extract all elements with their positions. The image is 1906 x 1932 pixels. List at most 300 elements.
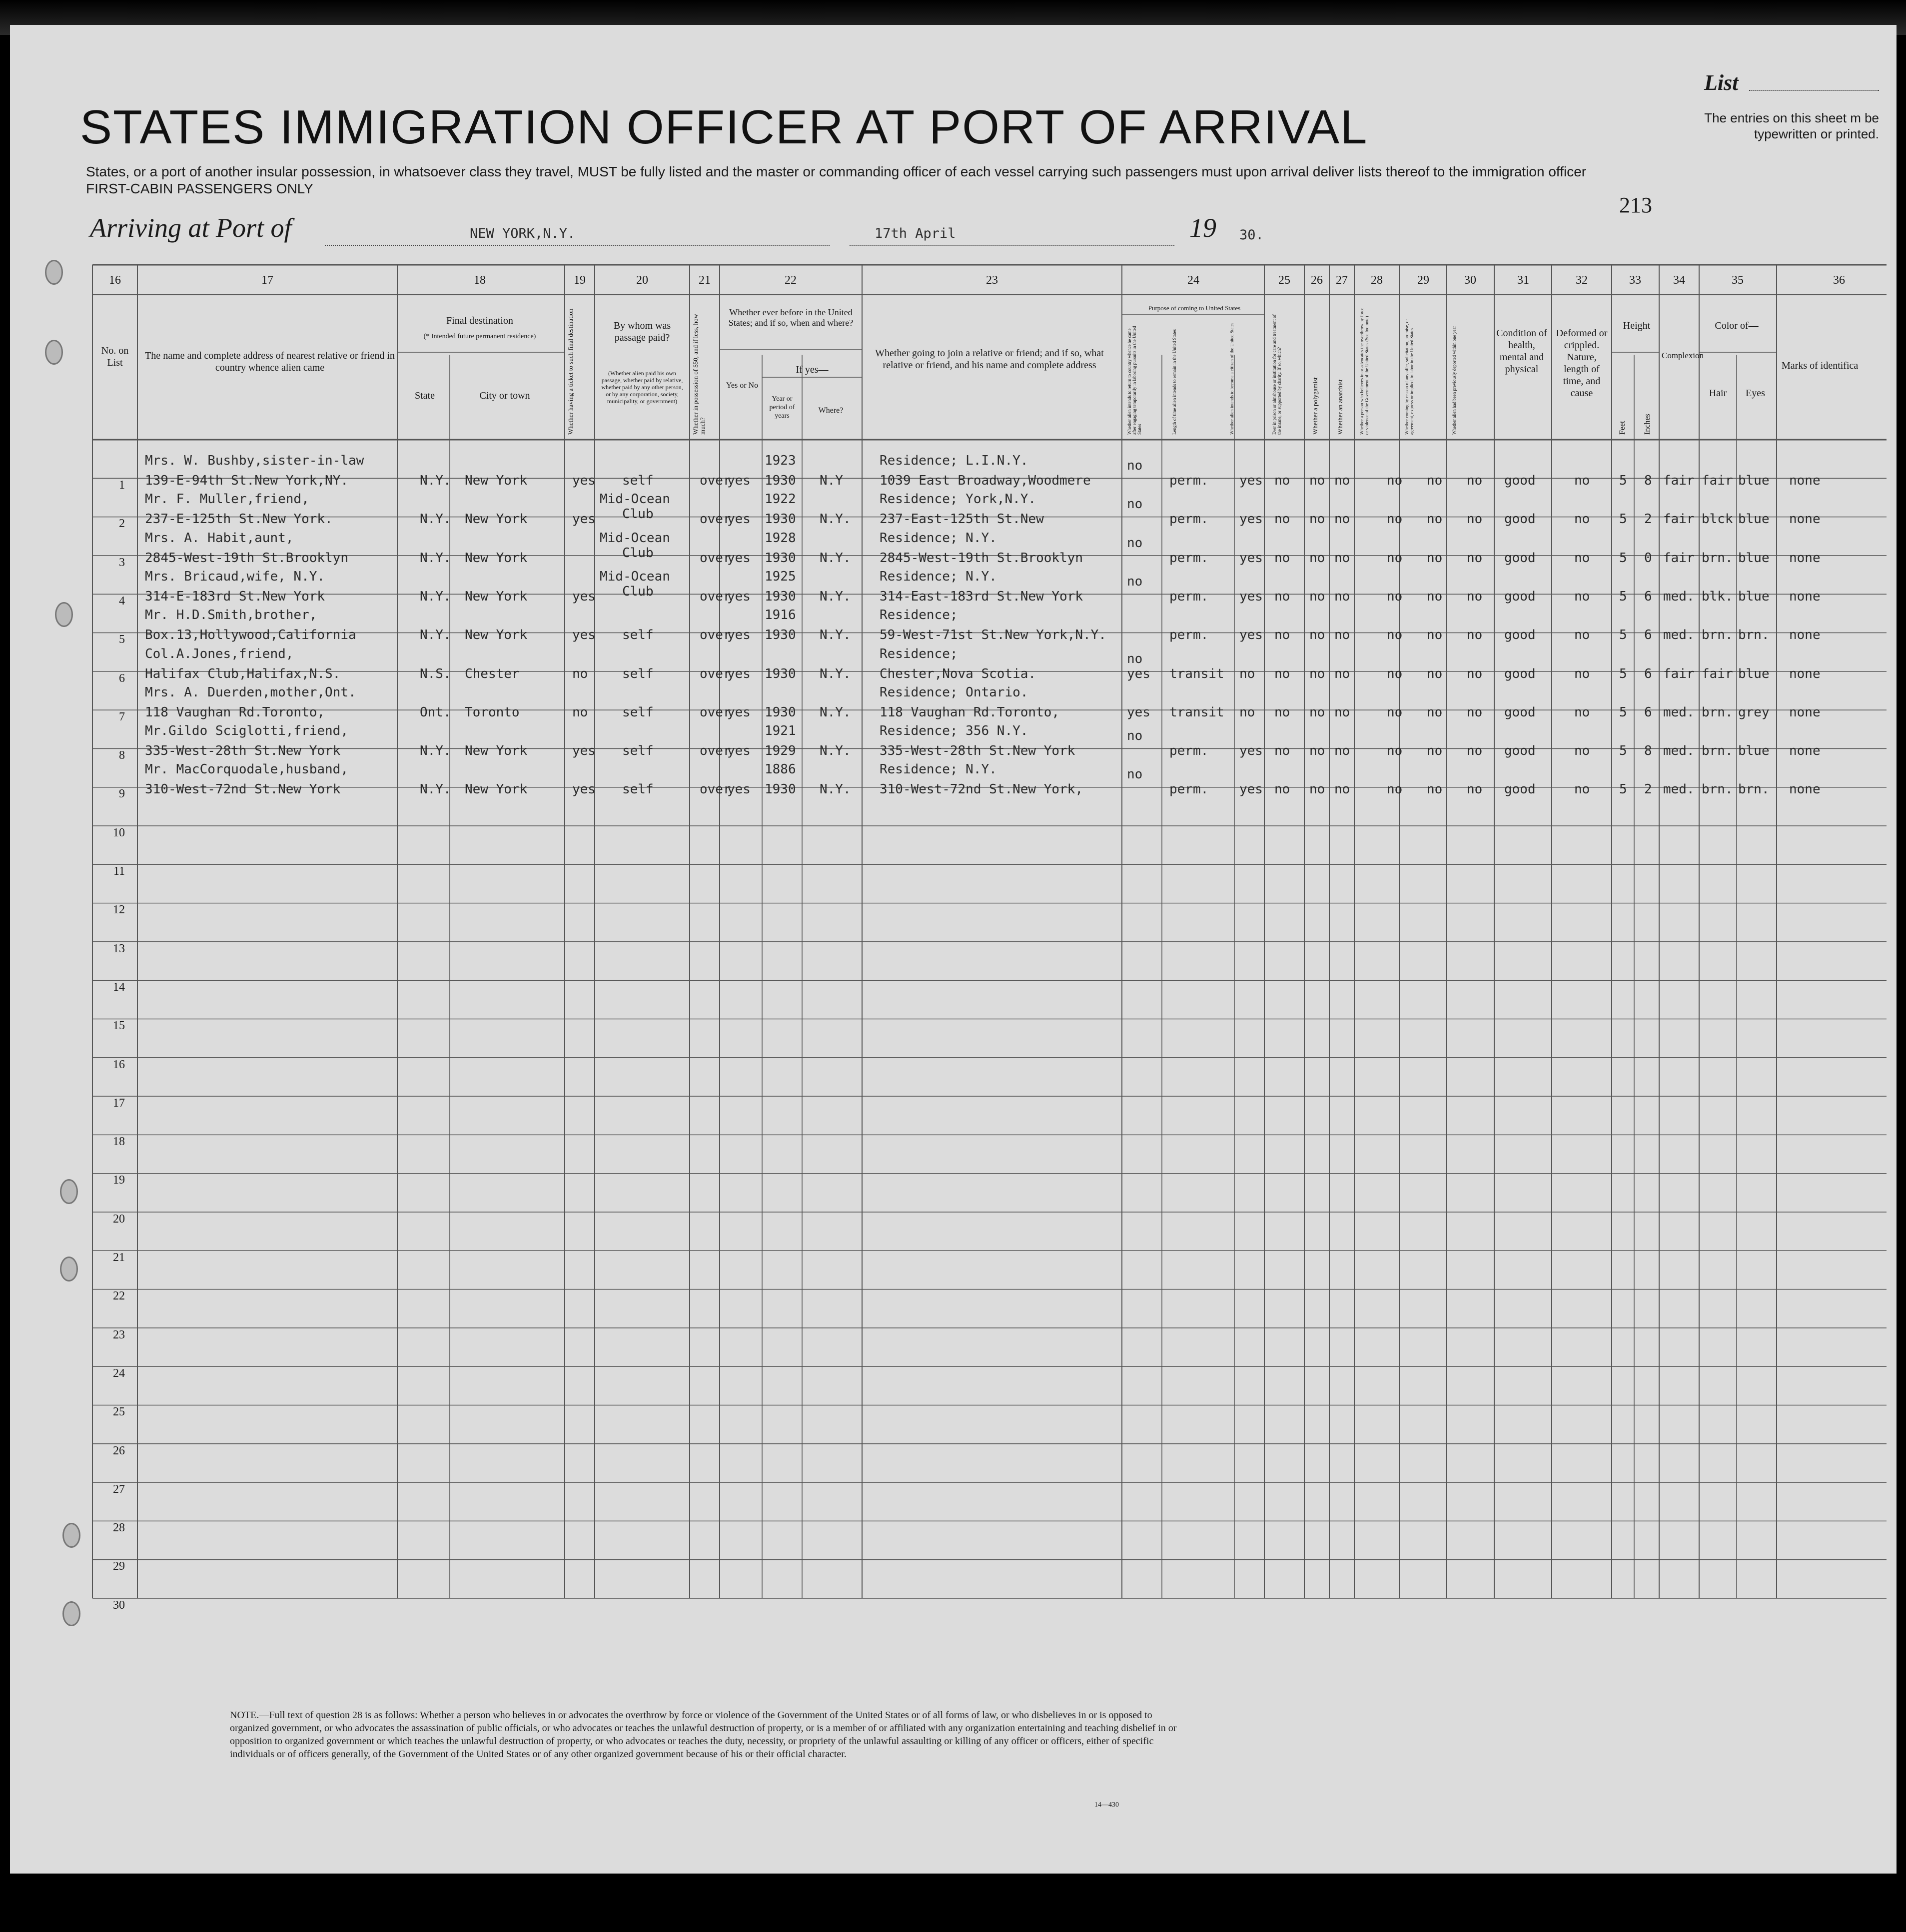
anarchist-value: no [1334,589,1350,604]
relative-name: Mrs. Bricaud,wife, N.Y. [145,569,325,584]
health-value: good [1504,550,1536,566]
money-value: over [700,743,731,759]
port-value: NEW YORK,N.Y. [470,226,576,241]
prison-value: no [1274,666,1290,681]
passage-paid-by: Mid-Ocean [600,530,670,546]
join-line-2: 118 Vaughan Rd.Toronto, [880,704,1060,720]
relative-address: 310-West-72nd St.New York [145,782,341,797]
identification-marks: none [1789,550,1821,566]
row-number: 25 [113,1405,125,1419]
deformed-value: no [1574,666,1590,681]
deformed-value: no [1574,512,1590,527]
hair-color: fair [1702,666,1733,681]
column-number: 23 [986,274,998,287]
deported-value: no [1467,743,1483,759]
column-number: 35 [1732,274,1744,287]
deformed-value: no [1574,743,1590,759]
header-passage-paid: By whom was passage paid? [613,320,671,343]
header-final-destination: Final destination [446,315,513,326]
identification-marks: none [1789,666,1821,681]
column-number: 30 [1464,274,1476,287]
year-first: 1886 [765,762,796,777]
purpose-length: perm. [1169,782,1209,797]
q28-value: no [1387,512,1403,527]
been-before: yes [727,628,751,643]
relative-address: 2845-West-19th St.Brooklyn [145,550,348,566]
cabin-class-line: FIRST-CABIN PASSENGERS ONLY [86,181,313,196]
destination-city: New York [465,628,528,643]
health-value: good [1504,743,1536,759]
header-hair: Hair [1709,388,1727,399]
purpose-citizen: yes [1239,550,1263,566]
been-before: yes [727,512,751,527]
ticket-value: no [572,704,588,720]
been-before: yes [727,782,751,797]
q28-value: no [1387,743,1403,759]
polygamist-value: no [1309,512,1325,527]
join-line-2: 2845-West-19th St.Brooklyn [880,550,1083,566]
column-number: 22 [785,274,797,287]
relative-name: Mr. H.D.Smith,brother, [145,608,317,623]
row-number: 27 [113,1482,125,1496]
health-value: good [1504,704,1536,720]
q28-value: no [1387,704,1403,720]
purpose-return: yes [1127,704,1150,720]
height-feet: 5 [1619,473,1627,488]
header-anarchist: Whether an anarchist [1336,379,1344,435]
hair-color: blck [1702,512,1733,527]
where-value: N.Y. [820,782,851,797]
destination-state: N.Y. [420,589,451,604]
date-value: 17th April [875,226,956,241]
prison-value: no [1274,589,1290,604]
deformed-value: no [1574,704,1590,720]
header-join-relative: Whether going to join a relative or friend; and if so, what relative or friend, and his name and complete address [875,348,1104,371]
row-number: 3 [119,556,125,569]
year-first: 1923 [765,453,796,468]
year-prefix: 19 [1189,213,1216,243]
destination-city: New York [465,743,528,759]
join-line-1: Residence; 356 N.Y. [880,723,1028,739]
passage-paid-by: self [622,473,654,488]
header-no-on-list: No. on List [101,345,129,368]
header-health: Condition of health, mental and physical [1496,328,1547,375]
year-last: 1930 [765,589,796,604]
height-feet: 5 [1619,550,1627,566]
purpose-citizen: yes [1239,628,1263,643]
relative-name: Mr.Gildo Sciglotti,friend, [145,723,348,739]
purpose-citizen: yes [1239,782,1263,797]
column-number: 20 [636,274,648,287]
height-feet: 5 [1619,666,1627,681]
header-marks: Marks of identifica [1782,360,1859,371]
polygamist-value: no [1309,782,1325,797]
column-number: 17 [261,274,273,287]
purpose-citizen: yes [1239,473,1263,488]
row-number: 29 [113,1560,125,1573]
relative-address: 335-West-28th St.New York [145,743,341,759]
purpose-return: no [1127,574,1143,589]
relative-address: 139-E-94th St.New York,NY. [145,473,348,488]
passage-paid-by: self [622,628,654,643]
row-number: 5 [119,633,125,646]
row-number: 9 [119,787,125,801]
health-value: good [1504,666,1536,681]
height-inches: 6 [1644,628,1652,643]
header-deported: Whether alien had been previously deported within one year [1452,326,1457,435]
destination-city: New York [465,550,528,566]
prison-value: no [1274,512,1290,527]
form-number: 14—430 [1094,1801,1119,1809]
polygamist-value: no [1309,666,1325,681]
height-feet: 5 [1619,589,1627,604]
header-q28: Whether a person who believes in or advocates the overthrow by force or violence of the Government of the United States (See footnote) [1359,307,1369,435]
join-line-1: Residence; York,N.Y. [880,492,1036,507]
prison-value: no [1274,704,1290,720]
join-line-2: 1039 East Broadway,Woodmere [880,473,1091,488]
anarchist-value: no [1334,473,1350,488]
header-inches: Inches [1643,414,1652,435]
ticket-value: yes [572,628,596,643]
form-title: STATES IMMIGRATION OFFICER AT PORT OF ARRIVAL [80,100,1368,154]
anarchist-value: no [1334,704,1350,720]
complexion-value: fair [1663,512,1695,527]
purpose-length: perm. [1169,473,1209,488]
money-value: over [700,550,731,566]
header-length-stay: Length of time alien intends to remain in the United States [1172,329,1177,435]
eye-color: blue [1738,666,1770,681]
identification-marks: none [1789,473,1821,488]
polygamist-value: no [1309,743,1325,759]
relative-address: 118 Vaughan Rd.Toronto, [145,704,325,720]
passage-paid-by-2: Club [622,545,654,561]
money-value: over [700,704,731,720]
binder-hole [60,1179,78,1204]
header-where: Where? [818,406,844,415]
health-value: good [1504,473,1536,488]
year-first: 1921 [765,723,796,739]
health-value: good [1504,512,1536,527]
complexion-value: med. [1663,628,1695,643]
year-last: 1930 [765,782,796,797]
header-color-of: Color of— [1715,320,1759,331]
destination-city: New York [465,473,528,488]
eye-color: brn. [1738,628,1770,643]
anarchist-value: no [1334,512,1350,527]
header-intended-residence: (* Intended future permanent residence) [423,333,536,340]
join-line-2: 59-West-71st St.New York,N.Y. [880,628,1106,643]
header-year: Year or period of years [769,395,795,420]
passage-paid-by: self [622,704,654,720]
deported-value: no [1467,704,1483,720]
join-line-1: Residence; N.Y. [880,762,997,777]
row-number: 20 [113,1212,125,1226]
money-value: over [700,512,731,527]
year-last: 1930 [765,628,796,643]
where-value: N.Y. [820,628,851,643]
identification-marks: none [1789,628,1821,643]
header-q29: Whether coming by reason of any offer, solicitation, promise, or agreement, express or implied, to labor in the United States [1404,319,1414,435]
height-inches: 2 [1644,782,1652,797]
purpose-return: yes [1127,666,1150,681]
header-purpose: Purpose of coming to United States [1148,304,1241,312]
row-number: 12 [113,903,125,917]
height-feet: 5 [1619,628,1627,643]
hair-color: fair [1702,473,1733,488]
row-number: 23 [113,1328,125,1341]
year-first: 1928 [765,530,796,546]
identification-marks: none [1789,589,1821,604]
destination-state: N.Y. [420,782,451,797]
complexion-value: med. [1663,743,1695,759]
row-number: 26 [113,1444,125,1457]
row-number: 16 [113,1058,125,1071]
row-number: 1 [119,479,125,492]
column-number: 33 [1629,274,1641,287]
passage-paid-by-2: Club [622,507,654,522]
identification-marks: none [1789,743,1821,759]
passage-paid-by: self [622,666,654,681]
column-number: 36 [1833,274,1845,287]
purpose-return: no [1127,497,1143,512]
column-number: 16 [109,274,121,287]
binder-hole [60,1257,78,1282]
height-inches: 8 [1644,743,1652,759]
complexion-value: med. [1663,782,1695,797]
where-value: N.Y. [820,550,851,566]
money-value: over [700,628,731,643]
deported-value: no [1467,550,1483,566]
header-prison: Ever in prison or almshouse or institution for care and treatment of the insane, or supported by charity. If so, which? [1272,314,1282,435]
row-number: 13 [113,942,125,955]
height-inches: 0 [1644,550,1652,566]
deformed-value: no [1574,628,1590,643]
join-line-1: Residence; Ontario. [880,684,1028,700]
arriving-label: Arriving at Port of [90,213,292,243]
passage-paid-by: self [622,743,654,759]
purpose-length: perm. [1169,743,1209,759]
destination-state: N.Y. [420,550,451,566]
purpose-citizen: yes [1239,589,1263,604]
health-value: good [1504,589,1536,604]
ticket-value: yes [572,473,596,488]
q28-value: no [1387,473,1403,488]
binder-hole [45,340,63,365]
header-passage-note: (Whether alien paid his own passage, whether paid by relative, whether paid by any other person, or by any corporation, society, municipality, or government) [601,370,683,405]
header-ticket: Whether having a ticket to such final destination [567,308,574,435]
column-number: 26 [1311,274,1323,287]
anarchist-value: no [1334,782,1350,797]
height-inches: 6 [1644,666,1652,681]
deported-value: no [1467,666,1483,681]
relative-name: Mrs. A. Habit,aunt, [145,530,294,546]
eye-color: grey [1738,704,1770,720]
q29-value: no [1427,628,1443,643]
page-number: 213 [1619,193,1652,217]
purpose-length: perm. [1169,628,1209,643]
row-number: 19 [113,1174,125,1187]
join-line-1: Residence; [880,646,958,661]
purpose-citizen: yes [1239,743,1263,759]
row-number: 17 [113,1096,125,1110]
height-inches: 8 [1644,473,1652,488]
destination-city: New York [465,512,528,527]
relative-address: 314-E-183rd St.New York [145,589,325,604]
relative-name: Mr. MacCorquodale,husband, [145,762,348,777]
deformed-value: no [1574,589,1590,604]
anarchist-value: no [1334,628,1350,643]
q29-value: no [1427,666,1443,681]
footnote: NOTE.—Full text of question 28 is as follows: Whether a person who believes in or advocates the overthrow by force or violence of the Government of the United States or of all forms of law, or who disbelieves in or is opposed to organized government, or who advocates the assassination of public officials, or who advocates or teaches the unlawful destruction of property, or is a member of or affiliated with any organization entertaining and teaching disbelief in or opposition to organized government or which teaches the unlawful destruction of property, or who advocates or teaches the duty, necessity, or propriety of the unlawful assaulting or killing of any officer or officers, either of specific individuals or of officers generally, of the Government of the United States or of any other organized government because of his or their official character. [230,1710,1177,1760]
join-line-2: 310-West-72nd St.New York, [880,782,1083,797]
row-number: 8 [119,749,125,762]
height-feet: 5 [1619,512,1627,527]
where-value: N.Y [820,473,843,488]
passage-paid-by-2: Club [622,584,654,599]
identification-marks: none [1789,512,1821,527]
ticket-value: yes [572,589,596,604]
hair-color: brn. [1702,743,1733,759]
destination-state: N.Y. [420,473,451,488]
deported-value: no [1467,628,1483,643]
row-number: 11 [113,865,125,878]
row-number: 2 [119,517,125,531]
hair-color: brn. [1702,550,1733,566]
purpose-length: transit [1169,666,1224,681]
purpose-return: no [1127,535,1143,551]
health-value: good [1504,782,1536,797]
purpose-citizen: no [1239,704,1255,720]
row-number: 22 [113,1289,125,1303]
complexion-value: fair [1663,666,1695,681]
header-city: City or town [479,390,530,401]
eye-color: blue [1738,743,1770,759]
where-value: N.Y. [820,666,851,681]
prison-value: no [1274,550,1290,566]
money-value: over [700,782,731,797]
join-line-2: 237-East-125th St.New [880,512,1044,527]
join-line-1: Residence; L.I.N.Y. [880,453,1028,468]
year-suffix: 30. [1239,227,1264,243]
q28-value: no [1387,550,1403,566]
relative-address: Halifax Club,Halifax,N.S. [145,666,341,681]
where-value: N.Y. [820,704,851,720]
purpose-citizen: yes [1239,512,1263,527]
where-value: N.Y. [820,743,851,759]
anarchist-value: no [1334,743,1350,759]
year-last: 1930 [765,666,796,681]
year-first: 1925 [765,569,796,584]
anarchist-value: no [1334,550,1350,566]
polygamist-value: no [1309,704,1325,720]
header-if-yes: If yes— [796,364,829,375]
typewritten-note: The entries on this sheet m be typewritten or printed. [1704,110,1879,141]
list-label: List [1704,70,1739,95]
been-before: yes [727,704,751,720]
column-number: 28 [1371,274,1383,287]
been-before: yes [727,473,751,488]
prison-value: no [1274,628,1290,643]
q28-value: no [1387,782,1403,797]
prison-value: no [1274,782,1290,797]
header-feet: Feet [1618,421,1627,435]
been-before: yes [727,743,751,759]
deported-value: no [1467,589,1483,604]
complexion-value: med. [1663,704,1695,720]
ticket-value: no [572,666,588,681]
year-last: 1929 [765,743,796,759]
complexion-value: med. [1663,589,1695,604]
eye-color: blue [1738,550,1770,566]
row-number: 30 [113,1598,125,1612]
join-line-2: Chester,Nova Scotia. [880,666,1036,681]
height-feet: 5 [1619,704,1627,720]
header-state: State [415,390,435,401]
destination-state: N.Y. [420,628,451,643]
q29-value: no [1427,473,1443,488]
relative-name: Mr. F. Muller,friend, [145,492,309,507]
hair-color: blk. [1702,589,1733,604]
year-first: 1916 [765,608,796,623]
been-before: yes [727,550,751,566]
column-number: 24 [1187,274,1199,287]
money-value: over [700,666,731,681]
deported-value: no [1467,512,1483,527]
where-value: N.Y. [820,589,851,604]
year-last: 1930 [765,473,796,488]
complexion-value: fair [1663,550,1695,566]
height-feet: 5 [1619,782,1627,797]
header-yes-no: Yes or No [726,381,759,390]
destination-city: Toronto [465,704,520,720]
purpose-return: no [1127,651,1143,666]
identification-marks: none [1789,704,1821,720]
deported-value: no [1467,473,1483,488]
relative-address: Box.13,Hollywood,California [145,628,356,643]
deformed-value: no [1574,550,1590,566]
height-inches: 2 [1644,512,1652,527]
binder-hole [62,1601,80,1626]
header-complexion: Complexion [1662,351,1704,360]
prison-value: no [1274,743,1290,759]
row-number: 24 [113,1366,125,1380]
hair-color: brn. [1702,782,1733,797]
ticket-value: yes [572,743,596,759]
height-inches: 6 [1644,589,1652,604]
row-number: 7 [119,710,125,723]
height-feet: 5 [1619,743,1627,759]
hair-color: brn. [1702,628,1733,643]
health-value: good [1504,628,1536,643]
polygamist-value: no [1309,550,1325,566]
q29-value: no [1427,743,1443,759]
passage-paid-by: self [622,782,654,797]
purpose-length: perm. [1169,512,1209,527]
money-value: over [700,589,731,604]
q28-value: no [1387,589,1403,604]
binder-hole [62,1523,80,1548]
binder-hole [45,260,63,285]
q29-value: no [1427,782,1443,797]
header-deformed: Deformed or crippled. Nature, length of time, and cause [1556,328,1608,399]
column-number: 27 [1336,274,1348,287]
column-number: 18 [474,274,486,287]
year-first: 1922 [765,492,796,507]
purpose-length: perm. [1169,589,1209,604]
destination-state: Ont. [420,704,451,720]
relative-name: Mrs. W. Bushby,sister-in-law [145,453,364,468]
header-fifty-dollars: Whether in possession of $50, and if less, how much? [692,314,706,435]
